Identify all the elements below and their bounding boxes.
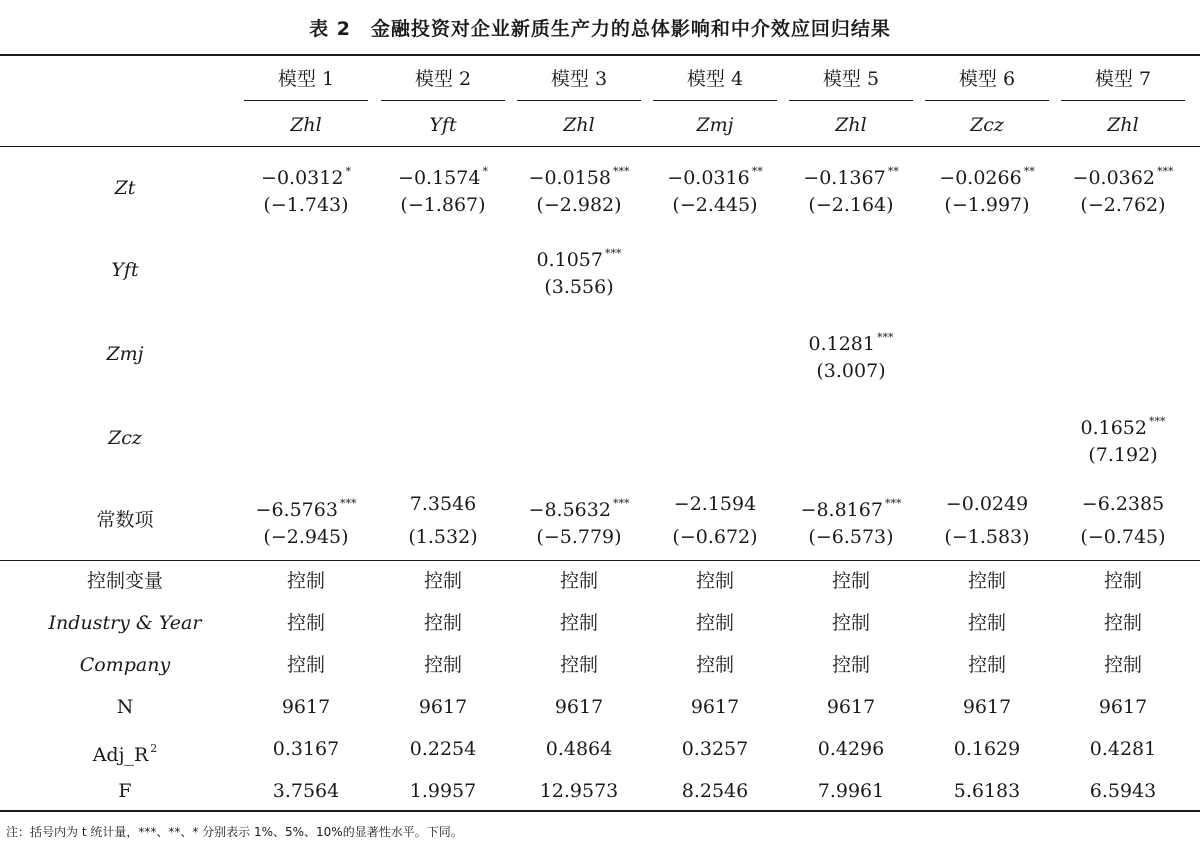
coefficient-value: −0.0312 xyxy=(261,167,344,189)
dependent-variable: Zmj xyxy=(696,114,734,136)
significance-stars: ** xyxy=(751,165,763,178)
coefficient-cell xyxy=(653,160,777,190)
model-header-rule xyxy=(517,100,641,101)
coefficient-value: −6.2385 xyxy=(1081,493,1165,515)
table-title: 表 2 金融投资对企业新质生产力的总体影响和中介效应回归结果 xyxy=(309,18,891,40)
significance-stars: *** xyxy=(884,497,902,510)
model-header: 模型 2 xyxy=(414,68,472,90)
stat-value: 0.3167 xyxy=(272,738,340,760)
model-header: 模型 5 xyxy=(822,68,880,90)
coefficient-value: −8.8167 xyxy=(800,499,883,521)
t-statistic: (3.007) xyxy=(816,360,886,382)
coefficient-cell xyxy=(517,492,641,522)
coefficient-value: −0.0316 xyxy=(667,167,750,189)
model-header: 模型 7 xyxy=(1094,68,1152,90)
coefficient-value: −0.0249 xyxy=(945,493,1029,515)
table-bottom-rule xyxy=(0,810,1200,812)
significance-stars: *** xyxy=(339,497,357,510)
coefficient-cell xyxy=(789,326,913,356)
stat-value: 控制 xyxy=(1103,654,1142,676)
stat-value: 控制 xyxy=(286,654,325,676)
dependent-variable: Yft xyxy=(429,114,457,136)
coefficient-value: 0.1281 xyxy=(808,333,875,355)
coefficient-value: −0.0266 xyxy=(939,167,1022,189)
table-top-rule xyxy=(0,54,1200,56)
t-statistic: (−2.762) xyxy=(1080,194,1166,216)
t-statistic: (−2.945) xyxy=(263,526,349,548)
stat-value: 控制 xyxy=(423,654,462,676)
stat-value: 0.4281 xyxy=(1089,738,1157,760)
coefficient-cell xyxy=(1061,160,1185,190)
coefficient-cell xyxy=(244,160,368,190)
significance-stars: *** xyxy=(612,497,630,510)
row-label: Company xyxy=(79,654,171,676)
stat-value: 控制 xyxy=(286,570,325,592)
stat-value: 控制 xyxy=(423,570,462,592)
stat-value: 控制 xyxy=(831,654,870,676)
coefficient-value: −0.1574 xyxy=(398,167,481,189)
row-label: Industry & Year xyxy=(48,612,202,634)
coefficient-cell xyxy=(244,492,368,522)
coefficient-cell xyxy=(653,492,777,516)
stat-value: 控制 xyxy=(286,612,325,634)
t-statistic: (1.532) xyxy=(408,526,478,548)
stat-value: 9617 xyxy=(418,696,468,718)
stat-value: 控制 xyxy=(967,570,1006,592)
t-statistic: (−1.997) xyxy=(944,194,1030,216)
stat-value: 9617 xyxy=(554,696,604,718)
t-statistic: (−1.743) xyxy=(263,194,349,216)
stat-value: 12.9573 xyxy=(539,780,619,802)
stat-value: 0.4864 xyxy=(545,738,613,760)
model-header-rule xyxy=(1061,100,1185,101)
t-statistic: (3.556) xyxy=(544,276,614,298)
t-statistic: (7.192) xyxy=(1088,444,1158,466)
dependent-variable: Zcz xyxy=(970,114,1004,136)
coefficient-value: −0.0362 xyxy=(1072,167,1155,189)
t-statistic: (−2.982) xyxy=(536,194,622,216)
coefficient-cell xyxy=(789,492,913,522)
t-statistic: (−6.573) xyxy=(808,526,894,548)
stat-value: 9617 xyxy=(690,696,740,718)
stat-value: 8.2546 xyxy=(681,780,749,802)
significance-stars: *** xyxy=(1156,165,1174,178)
header-bottom-rule xyxy=(0,146,1200,147)
significance-stars: *** xyxy=(612,165,630,178)
dependent-variable: Zhl xyxy=(835,114,867,136)
coefficient-cell xyxy=(517,160,641,190)
dependent-variable: Zhl xyxy=(290,114,322,136)
stat-value: 控制 xyxy=(695,570,734,592)
coefficient-cell xyxy=(517,242,641,272)
stat-value: 控制 xyxy=(831,612,870,634)
coefficient-cell xyxy=(1061,492,1185,516)
stat-value: 控制 xyxy=(967,612,1006,634)
stat-value: 9617 xyxy=(962,696,1012,718)
stat-value: 9617 xyxy=(1098,696,1148,718)
stat-value: 9617 xyxy=(826,696,876,718)
row-label: Yft xyxy=(111,259,139,281)
row-label: N xyxy=(116,696,134,718)
coefficient-value: 7.3546 xyxy=(409,493,477,515)
dependent-variable: Zhl xyxy=(563,114,595,136)
coef-bottom-rule xyxy=(0,560,1200,561)
stat-value: 控制 xyxy=(559,570,598,592)
superscript: 2 xyxy=(150,742,158,755)
dependent-variable: Zhl xyxy=(1107,114,1139,136)
coefficient-value: −8.5632 xyxy=(528,499,611,521)
row-label: 控制变量 xyxy=(86,570,163,592)
model-header-rule xyxy=(925,100,1049,101)
stat-value: 7.9961 xyxy=(817,780,885,802)
t-statistic: (−1.867) xyxy=(400,194,486,216)
coefficient-cell xyxy=(1061,410,1185,440)
t-statistic: (−2.445) xyxy=(672,194,758,216)
stat-value: 0.2254 xyxy=(409,738,477,760)
stat-value: 0.1629 xyxy=(953,738,1021,760)
stat-value: 6.5943 xyxy=(1089,780,1157,802)
coefficient-value: 0.1652 xyxy=(1080,417,1147,439)
significance-stars: *** xyxy=(876,331,894,344)
stat-value: 控制 xyxy=(423,612,462,634)
coefficient-cell xyxy=(925,160,1049,190)
coefficient-cell xyxy=(789,160,913,190)
stat-value: 控制 xyxy=(1103,570,1142,592)
model-header: 模型 1 xyxy=(277,68,335,90)
row-label: Adj_R $^2$ xyxy=(92,742,158,766)
significance-stars: *** xyxy=(604,247,622,260)
model-header: 模型 6 xyxy=(958,68,1016,90)
coefficient-value: −2.1594 xyxy=(673,493,757,515)
t-statistic: (−0.672) xyxy=(672,526,758,548)
stat-value: 控制 xyxy=(695,654,734,676)
row-label: F xyxy=(118,780,132,802)
t-statistic: (−1.583) xyxy=(944,526,1030,548)
t-statistic: (−2.164) xyxy=(808,194,894,216)
significance-stars: *** xyxy=(1148,415,1166,428)
coefficient-cell xyxy=(381,160,505,190)
stat-value: 0.3257 xyxy=(681,738,749,760)
stat-value: 3.7564 xyxy=(272,780,340,802)
row-label: Zmj xyxy=(106,343,144,365)
stat-value: 控制 xyxy=(559,612,598,634)
t-statistic: (−5.779) xyxy=(536,526,622,548)
stat-value: 5.6183 xyxy=(953,780,1021,802)
model-header-rule xyxy=(653,100,777,101)
model-header: 模型 4 xyxy=(686,68,744,90)
significance-stars: ** xyxy=(1023,165,1035,178)
coefficient-value: −6.5763 xyxy=(255,499,338,521)
coefficient-value: 0.1057 xyxy=(536,249,603,271)
model-header-rule xyxy=(789,100,913,101)
significance-stars: * xyxy=(482,165,488,178)
row-label: 常数项 xyxy=(96,509,154,531)
model-header: 模型 3 xyxy=(550,68,608,90)
stat-value: 控制 xyxy=(967,654,1006,676)
stat-value: 控制 xyxy=(559,654,598,676)
significance-stars: * xyxy=(345,165,351,178)
significance-stars: ** xyxy=(887,165,899,178)
coefficient-value: −0.0158 xyxy=(528,167,611,189)
stat-value: 9617 xyxy=(281,696,331,718)
stat-value: 控制 xyxy=(831,570,870,592)
model-header-rule xyxy=(244,100,368,101)
coefficient-cell xyxy=(925,492,1049,516)
stat-value: 1.9957 xyxy=(409,780,477,802)
stat-value: 0.4296 xyxy=(817,738,885,760)
coefficient-value: −0.1367 xyxy=(803,167,886,189)
stat-value: 控制 xyxy=(1103,612,1142,634)
row-label: Zcz xyxy=(108,427,142,449)
stat-value: 控制 xyxy=(695,612,734,634)
model-header-rule xyxy=(381,100,505,101)
t-statistic: (−0.745) xyxy=(1080,526,1166,548)
coefficient-cell xyxy=(381,492,505,516)
row-label: Zt xyxy=(114,177,136,199)
table-note: 注：括号内为 t 统计量，***、**、* 分别表示 1%、5%、10%的显著性水平。下同。 xyxy=(6,825,463,839)
